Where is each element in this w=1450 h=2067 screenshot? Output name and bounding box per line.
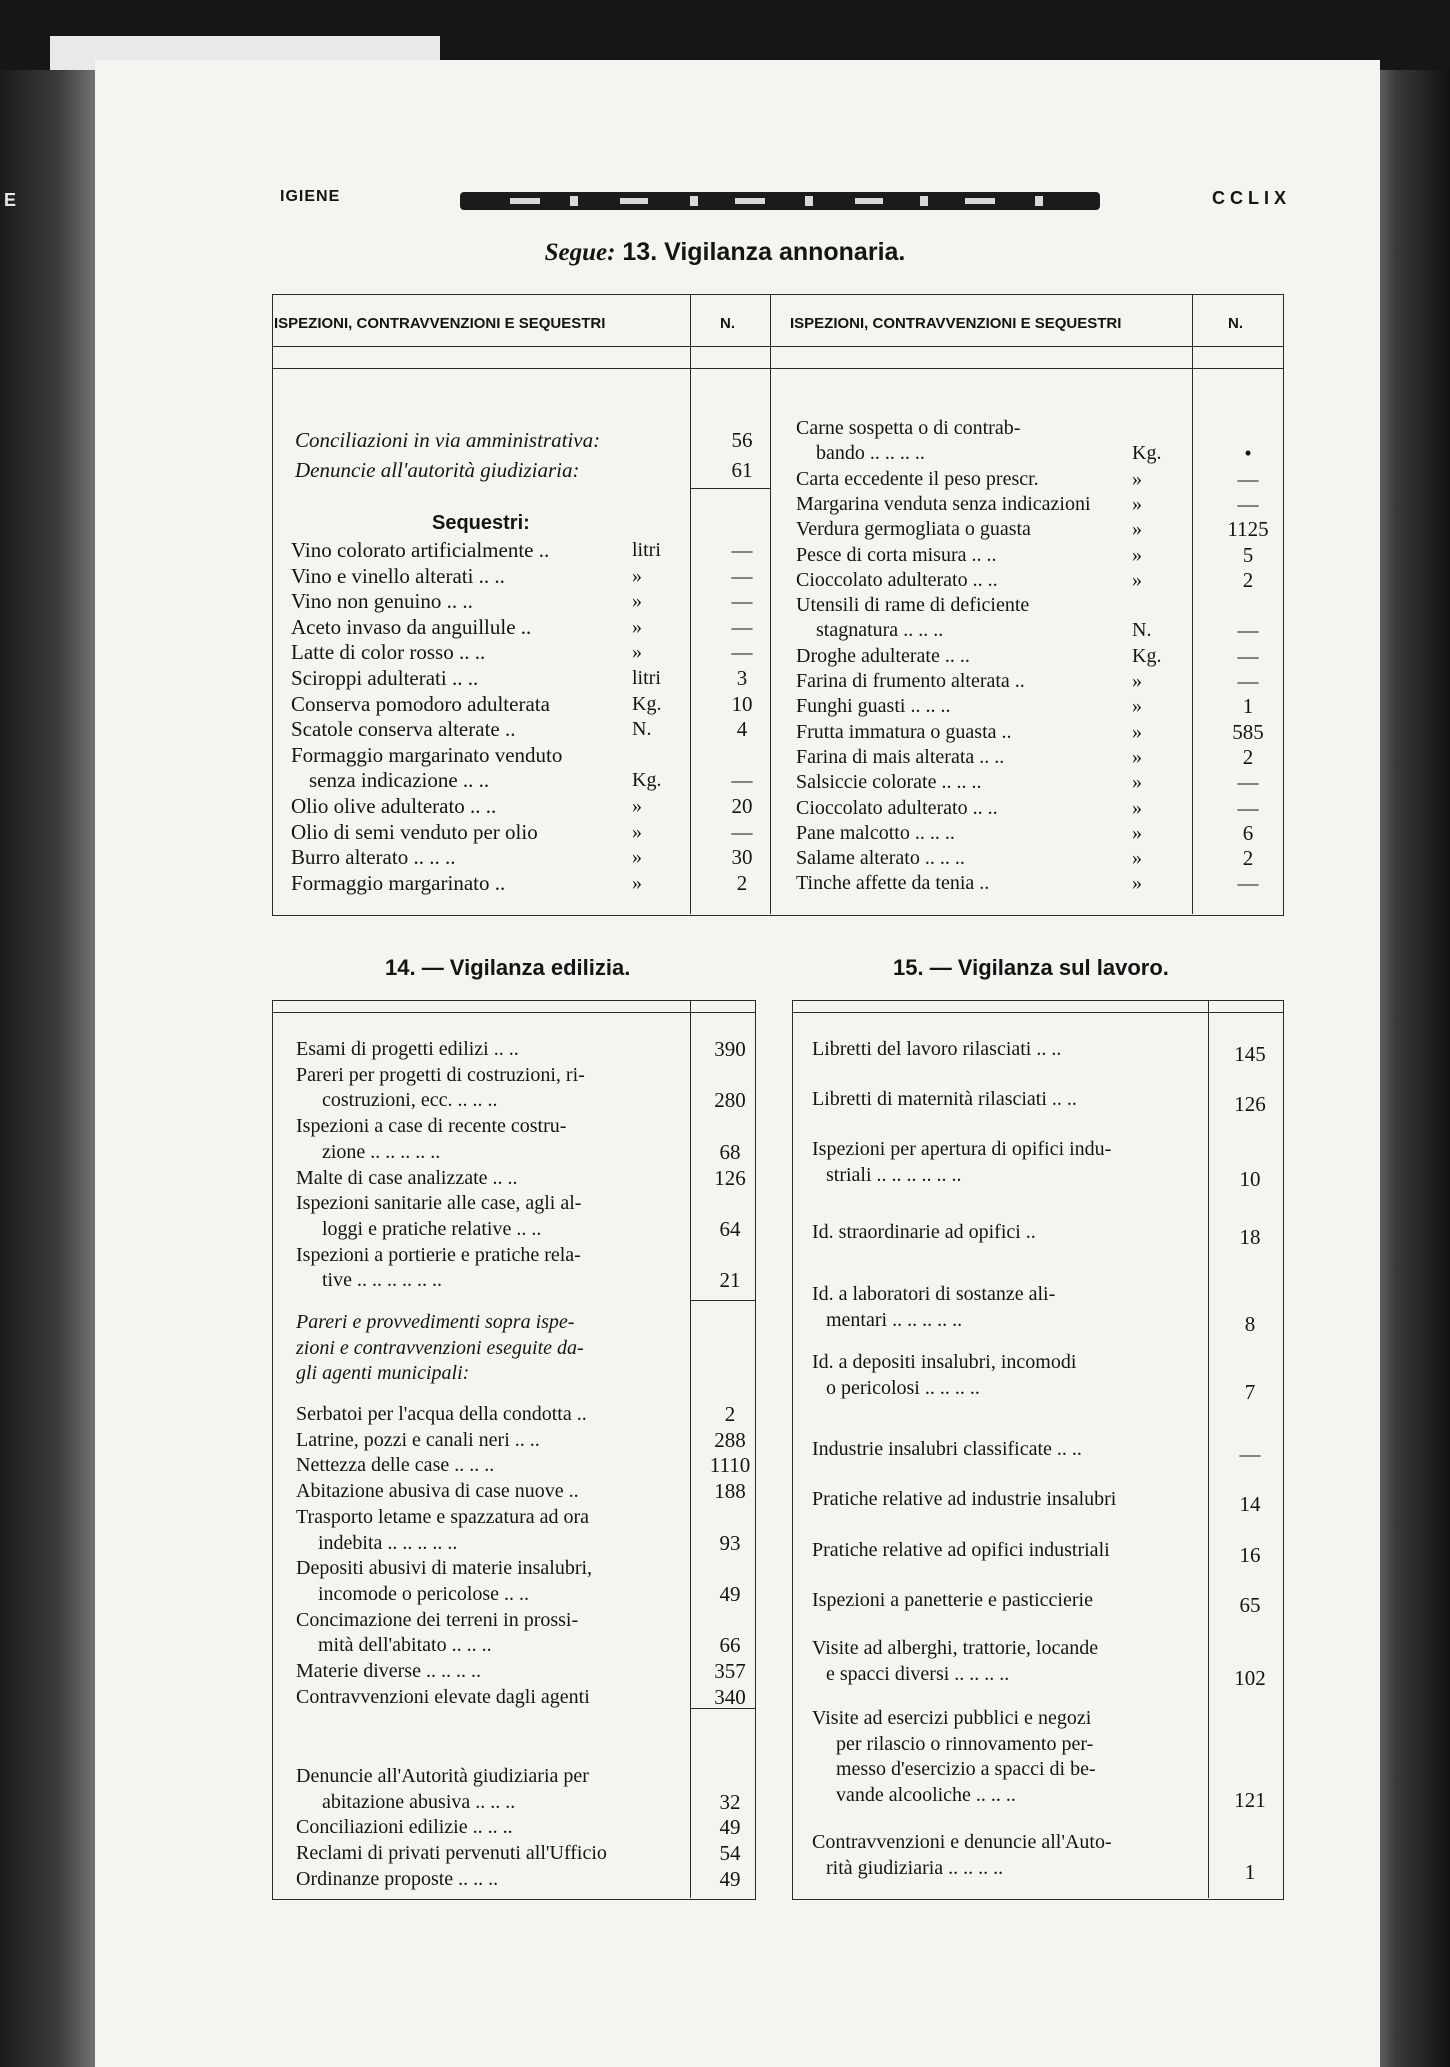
col-header-n2: N. — [1228, 315, 1243, 332]
sequestro-value: — — [1237, 618, 1259, 643]
sequestro-label: Verdura germogliata o guasta — [796, 518, 1031, 541]
lavoro-row-label: Contravvenzioni e denuncie all'Auto- — [812, 1831, 1112, 1853]
edilizia-row-label: Ispezioni sanitarie alle case, agli al- — [296, 1192, 582, 1215]
sequestro-label: Sciroppi adulterati .. .. — [291, 666, 479, 690]
sequestro-label: Utensili di rame di deficiente — [796, 594, 1030, 617]
table-13-col-rule — [1192, 294, 1193, 914]
edilizia-row-value: 188 — [714, 1479, 746, 1504]
unit-label: » — [1132, 821, 1142, 844]
lavoro-row-label: Industrie insalubri classificate .. .. — [812, 1438, 1082, 1460]
lavoro-row-label: rità giudiziaria .. .. .. .. — [826, 1856, 1004, 1879]
edilizia-row-label: Serbatoi per l'acqua della condotta .. — [296, 1403, 587, 1425]
lavoro-row-value: 14 — [1239, 1491, 1261, 1516]
sequestro-value: 20 — [731, 794, 753, 818]
sequestro-value: — — [1237, 871, 1259, 896]
edilizia-row-value: 21 — [719, 1268, 741, 1293]
col-header-left: ISPEZIONI, CONTRAVVENZIONI E SEQUESTRI — [274, 315, 606, 332]
lavoro-row-label: Ispezioni per apertura di opifici indu- — [812, 1138, 1112, 1160]
lavoro-row-value: 145 — [1234, 1041, 1266, 1066]
sequestro-label: Salsiccie colorate .. .. .. — [796, 771, 982, 794]
lavoro-row-value: 18 — [1239, 1224, 1261, 1249]
edilizia-row-label: Conciliazioni edilizie .. .. .. — [296, 1816, 513, 1839]
sequestro-value: — — [1237, 669, 1259, 693]
edilizia-row-value: 49 — [719, 1581, 741, 1606]
sequestro-label: Olio di semi venduto per olio — [291, 819, 538, 844]
pareri-heading: gli agenti municipali: — [296, 1362, 470, 1385]
unit-label: » — [1132, 518, 1142, 541]
sequestro-value: 2 — [1242, 846, 1254, 871]
sequestro-label: Vino colorato artificialmente .. — [291, 538, 550, 562]
unit-label: Kg. — [632, 769, 662, 792]
lavoro-row-label: Visite ad esercizi pubblici e negozi — [812, 1707, 1092, 1729]
sequestro-value: — — [1237, 491, 1259, 516]
edilizia-row-label: Nettezza delle case .. .. .. — [296, 1454, 495, 1477]
table-14-subtotal-rule — [690, 1300, 756, 1301]
sequestro-label: Funghi guasti .. .. .. — [796, 695, 951, 718]
edilizia-row-label: Esami di progetti edilizi .. .. — [296, 1038, 519, 1060]
sequestro-value: 10 — [731, 691, 753, 716]
edilizia-row-value: 288 — [714, 1427, 746, 1452]
lavoro-row-value: 126 — [1234, 1091, 1266, 1116]
edilizia-row-value: 126 — [714, 1165, 746, 1190]
edilizia-row-label: Ispezioni a portierie e pratiche rela- — [296, 1243, 581, 1266]
sequestro-value: — — [731, 563, 753, 588]
unit-label: » — [632, 564, 642, 587]
sequestro-value: — — [731, 614, 753, 639]
edilizia-row-label: Ordinanze proposte .. .. .. — [296, 1867, 499, 1890]
unit-label: » — [1132, 771, 1142, 794]
unit-label: » — [632, 615, 642, 638]
edilizia-row-label: Ispezioni a case di recente costru- — [296, 1115, 567, 1138]
sequestro-label: Formaggio margarinato .. — [291, 870, 506, 895]
sequestro-value: 6 — [1242, 820, 1254, 845]
pareri-heading: zioni e contravvenzioni eseguite da- — [296, 1336, 584, 1359]
sequestro-label: Latte di color rosso .. .. — [291, 640, 486, 665]
unit-label: » — [632, 795, 642, 817]
unit-label: Kg. — [632, 692, 662, 715]
sequestro-label: Cioccolato adulterato .. .. — [796, 568, 998, 591]
intro-value: 56 — [731, 428, 753, 452]
lavoro-row-label: e spacci diversi .. .. .. .. — [826, 1662, 1010, 1685]
page-title — [0, 238, 1450, 267]
table-13-header-rule-2 — [272, 368, 1284, 369]
edilizia-row-value: 32 — [719, 1789, 741, 1814]
unit-label: » — [1132, 847, 1142, 870]
sequestro-value: — — [1237, 643, 1259, 668]
sequestro-label: Farina di mais alterata .. .. — [796, 745, 1005, 768]
lavoro-row-value: 8 — [1244, 1312, 1256, 1337]
section-15-title: 15. — Vigilanza sul lavoro. — [893, 955, 1169, 980]
sequestro-label: Farina di frumento alterata .. — [796, 670, 1025, 692]
sequestro-value: — — [731, 819, 753, 844]
edilizia-row-value: 357 — [714, 1659, 746, 1683]
edilizia-row-label: abitazione abusiva .. .. .. — [322, 1790, 516, 1813]
edilizia-row-label: indebita .. .. .. .. .. — [318, 1531, 458, 1554]
table-14-col-rule — [690, 1000, 691, 1898]
sequestro-label: Salame alterato .. .. .. — [796, 847, 965, 870]
sequestro-value: 30 — [731, 845, 753, 870]
lavoro-row-label: messo d'esercizio a spacci di be- — [836, 1758, 1096, 1781]
edilizia-row-label: Latrine, pozzi e canali neri .. .. — [296, 1428, 540, 1451]
unit-label: N. — [632, 718, 652, 741]
edilizia-row-label: Concimazione dei terreni in prossi- — [296, 1608, 579, 1631]
sequestro-label: Tinche affette da tenia .. — [796, 872, 990, 895]
sequestro-label: Pane malcotto .. .. .. — [796, 821, 955, 844]
table-14-top-rule — [272, 1012, 756, 1013]
lavoro-row-label: vande alcooliche .. .. .. — [836, 1784, 1016, 1807]
lavoro-row-value: 7 — [1244, 1380, 1256, 1405]
edilizia-row-label: Materie diverse .. .. .. .. — [296, 1660, 481, 1682]
sequestro-value: — — [731, 640, 753, 665]
edilizia-row-value: 340 — [714, 1684, 746, 1709]
lavoro-row-value: 16 — [1239, 1542, 1261, 1567]
lavoro-row-label: o pericolosi .. .. .. .. — [826, 1376, 980, 1399]
sequestro-value: • — [1244, 441, 1252, 466]
sequestro-value: 3 — [736, 666, 748, 690]
sequestro-label: Formaggio margarinato venduto — [291, 742, 563, 767]
col-header-n: N. — [720, 315, 735, 332]
lavoro-row-label: Id. a laboratori di sostanze ali- — [812, 1283, 1056, 1305]
lavoro-row-label: striali .. .. .. .. .. .. — [826, 1163, 962, 1186]
col-header-right: ISPEZIONI, CONTRAVVENZIONI E SEQUESTRI — [790, 315, 1122, 332]
lavoro-row-label: Libretti di maternità rilasciati .. .. — [812, 1088, 1077, 1110]
sequestro-label: Scatole conserva alterate .. — [291, 717, 516, 742]
unit-label: » — [1132, 695, 1142, 718]
scan-left-shadow — [0, 70, 100, 2067]
table-13-col-rule — [690, 294, 691, 914]
unit-label: » — [1132, 720, 1142, 743]
unit-label: » — [632, 590, 642, 613]
running-header-right: CCLIX — [1212, 188, 1291, 208]
edilizia-row-value: 1110 — [709, 1453, 751, 1478]
unit-label: Kg. — [1132, 442, 1162, 465]
lavoro-row-value: 102 — [1234, 1666, 1266, 1691]
sequestri-heading: Sequestri: — [432, 512, 530, 534]
sequestro-label: Vino e vinello alterati .. .. — [291, 563, 505, 588]
lavoro-row-label: Id. a depositi insalubri, incomodi — [812, 1351, 1077, 1373]
edilizia-row-label: Reclami di privati pervenuti all'Ufficio — [296, 1842, 607, 1865]
sequestro-label: Vino non genuino .. .. — [291, 589, 473, 614]
edilizia-row-label: Pareri per progetti di costruzioni, ri- — [296, 1063, 585, 1086]
sequestro-value: 5 — [1242, 542, 1254, 567]
unit-label: » — [1132, 872, 1142, 895]
edilizia-row-label: Malte di case analizzate .. .. — [296, 1166, 518, 1189]
sequestro-label: Droghe adulterate .. .. — [796, 644, 970, 667]
sequestro-label: Aceto invaso da anguillule .. — [291, 614, 532, 639]
table-13-header-rule — [272, 346, 1284, 347]
edilizia-row-label: mità dell'abitato .. .. .. — [318, 1634, 492, 1657]
title-prefix: Segue: — [544, 239, 616, 266]
lavoro-row-label: Pratiche relative ad industrie insalubri — [812, 1488, 1117, 1510]
unit-label: Kg. — [1132, 644, 1162, 667]
edilizia-row-value: 49 — [719, 1866, 741, 1891]
sequestro-value: — — [731, 589, 753, 614]
edilizia-row-label: tive .. .. .. .. .. .. — [322, 1269, 442, 1292]
edge-letter: E — [4, 190, 17, 210]
intro-label: Conciliazioni in via amministrativa: — [295, 428, 601, 452]
lavoro-row-value: 1 — [1244, 1860, 1256, 1885]
lavoro-row-value: 121 — [1234, 1787, 1266, 1812]
sequestro-label: stagnatura .. .. .. — [816, 619, 944, 642]
intro-value: 61 — [731, 458, 753, 482]
edilizia-row-label: Denuncie all'Autorità giudiziaria per — [296, 1765, 589, 1787]
unit-label: N. — [1132, 619, 1152, 642]
edilizia-row-label: Trasporto letame e spazzatura ad ora — [296, 1505, 590, 1528]
sequestro-label: Cioccolato adulterato .. .. — [796, 796, 998, 819]
unit-label: » — [632, 871, 642, 894]
title-text: 13. Vigilanza annonaria. — [622, 238, 906, 266]
sequestro-value: 1125 — [1227, 517, 1269, 542]
section-14-title: 14. — Vigilanza edilizia. — [385, 955, 631, 980]
edilizia-row-value: 54 — [719, 1841, 741, 1866]
sequestro-label: Carne sospetta o di contrab- — [796, 417, 1021, 439]
edilizia-row-label: Abitazione abusiva di case nuove .. — [296, 1480, 579, 1503]
edilizia-row-label: Contravvenzioni elevate dagli agenti — [296, 1685, 590, 1708]
unit-label: litri — [632, 667, 661, 689]
sequestro-label: Burro alterato .. .. .. — [291, 845, 456, 870]
sequestro-label: Olio olive adulterato .. .. — [291, 794, 497, 818]
lavoro-row-label: mentari .. .. .. .. .. — [826, 1308, 963, 1331]
lavoro-row-value: — — [1239, 1441, 1261, 1466]
unit-label: » — [632, 641, 642, 664]
sequestro-value: — — [731, 538, 753, 562]
edilizia-row-value: 93 — [719, 1530, 741, 1555]
lavoro-row-label: per rilascio o rinnovamento per- — [836, 1732, 1094, 1755]
unit-label: litri — [632, 539, 661, 561]
edilizia-row-value: 280 — [714, 1088, 746, 1113]
lavoro-row-value: 10 — [1239, 1167, 1261, 1192]
sequestro-label: Margarina venduta senza indicazioni — [796, 492, 1091, 515]
unit-label: » — [1132, 492, 1142, 515]
edilizia-row-value: 49 — [719, 1815, 741, 1840]
lavoro-row-label: Id. straordinarie ad opifici .. — [812, 1221, 1036, 1243]
intro-label: Denuncie all'autorità giudiziaria: — [295, 458, 580, 482]
sequestro-value: 4 — [736, 717, 748, 742]
edilizia-row-value: 66 — [719, 1633, 741, 1658]
lavoro-row-label: Visite ad alberghi, trattorie, locande — [812, 1637, 1099, 1659]
lavoro-row-value: 65 — [1239, 1592, 1261, 1617]
sequestro-value: — — [1237, 466, 1259, 491]
running-header-left: IGIENE — [280, 188, 341, 205]
edilizia-row-label: costruzioni, ecc. .. .. .. — [322, 1089, 498, 1112]
unit-label: » — [1132, 745, 1142, 768]
sequestro-value: — — [1237, 770, 1259, 795]
sequestro-label: bando .. .. .. .. — [816, 442, 925, 465]
unit-label: » — [1132, 568, 1142, 591]
sequestro-value: 2 — [1242, 567, 1254, 592]
edilizia-row-label: loggi e pratiche relative .. .. — [322, 1217, 542, 1240]
sequestro-value: — — [1237, 795, 1259, 820]
unit-label: » — [632, 820, 642, 843]
edilizia-row-value: 64 — [719, 1216, 741, 1241]
ornament-pattern — [460, 192, 1100, 210]
table-13-subtotal-rule — [690, 488, 770, 489]
sequestro-value: 1 — [1242, 694, 1254, 719]
sequestro-label: senza indicazione .. .. — [309, 768, 490, 793]
sequestro-label: Frutta immatura o guasta .. — [796, 720, 1012, 743]
sequestro-label: Conserva pomodoro adulterata — [291, 691, 550, 716]
sequestro-value: 2 — [736, 870, 748, 895]
edilizia-row-label: zione .. .. .. .. .. — [322, 1140, 441, 1163]
pareri-heading: Pareri e provvedimenti sopra ispe- — [296, 1311, 575, 1333]
sequestro-value: 2 — [1242, 744, 1254, 769]
header-ornament-bar — [460, 192, 1100, 210]
table-15-col-rule — [1208, 1000, 1209, 1898]
sequestro-label: Pesce di corta misura .. .. — [796, 543, 997, 566]
unit-label: » — [1132, 543, 1142, 566]
sequestro-value: — — [731, 768, 753, 793]
unit-label: » — [1132, 796, 1142, 819]
lavoro-row-label: Libretti del lavoro rilasciati .. .. — [812, 1038, 1062, 1060]
sequestro-value: 585 — [1232, 719, 1264, 744]
unit-label: » — [1132, 670, 1142, 692]
edilizia-row-label: incomode o pericolose .. .. — [318, 1582, 530, 1605]
edilizia-row-label: Depositi abusivi di materie insalubri, — [296, 1557, 593, 1580]
edilizia-row-value: 2 — [724, 1402, 736, 1426]
table-15-top-rule — [792, 1012, 1284, 1013]
edilizia-row-value: 390 — [714, 1037, 746, 1061]
lavoro-row-label: Pratiche relative ad opifici industriali — [812, 1539, 1110, 1561]
edilizia-row-value: 68 — [719, 1139, 741, 1164]
unit-label: » — [632, 846, 642, 869]
unit-label: » — [1132, 467, 1142, 490]
sequestro-label: Carta eccedente il peso prescr. — [796, 467, 1039, 490]
lavoro-row-label: Ispezioni a panetterie e pasticcierie — [812, 1589, 1093, 1611]
